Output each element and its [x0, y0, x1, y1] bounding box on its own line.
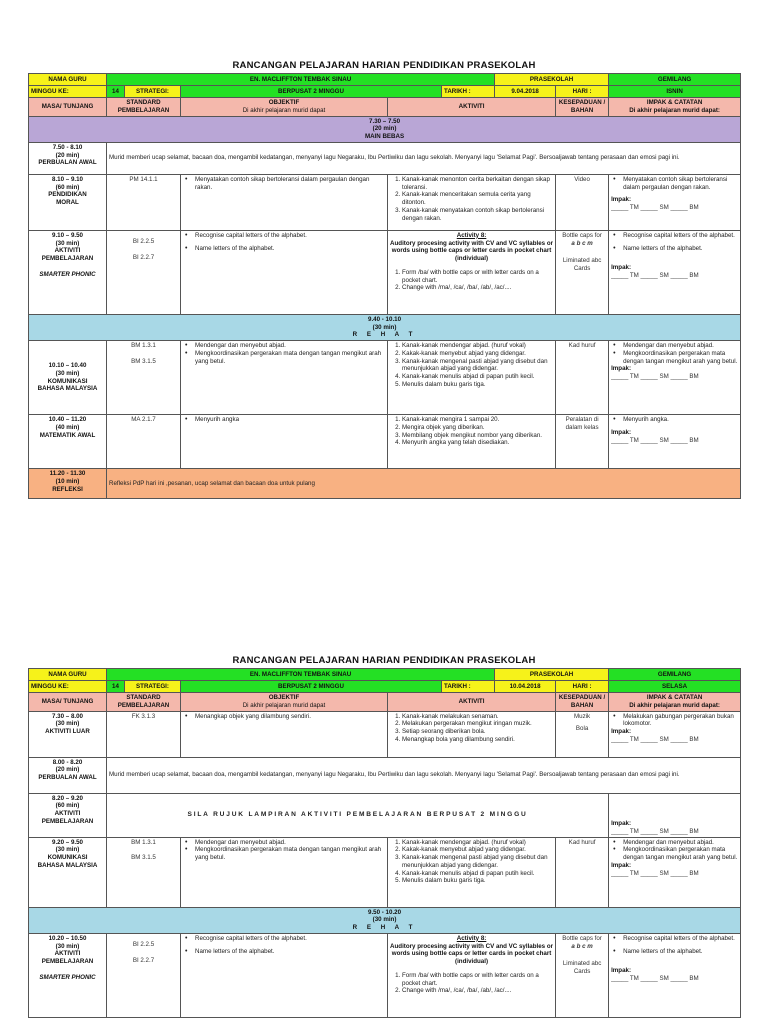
bm-label: 9.20 – 9.50 (30 min) KOMUNIKASI BAHASA MALAYSIA	[29, 837, 107, 907]
strategy-value: BERPUSAT 2 MINGGU	[181, 86, 442, 98]
bm-standard: BM 1.3.1 BM 3.1.5	[107, 837, 181, 907]
bi-impak: • Recognise capital letters of the alphabet. • Name letters of the alphabet. Impak: _____ TM _____ SM _____ BM	[609, 230, 741, 314]
masa-header: MASA/ TUNJANG	[29, 693, 107, 712]
day-value: SELASA	[609, 681, 741, 693]
class-name: GEMILANG	[609, 669, 741, 681]
minggu-label: MINGGU KE:	[29, 86, 107, 98]
lampiran-note: SILA RUJUK LAMPIRAN AKTIVITI PEMBELAJARAN BERPUSAT 2 MINGGU	[107, 793, 609, 837]
aktiviti-header: AKTIVITI	[388, 693, 556, 712]
moral-standard: PM 14.1.1	[107, 174, 181, 230]
moral-impak: • Menyatakan contoh sikap bertoleransi dalam pergaulan dengan rakan. Impak: _____ TM _____ SM _____ BM	[609, 174, 741, 230]
bi-standard: BI 2.2.5 BI 2.2.7	[107, 933, 181, 1017]
tarikh-label: TARIKH :	[442, 86, 495, 98]
minggu-label: MINGGU KE:	[29, 681, 107, 693]
ap-impak: Impak: _____ TM _____ SM _____ BM	[609, 793, 741, 837]
kesepaduan-header: KESEPADUAN / BAHAN	[556, 98, 609, 117]
luar-impak: • Melakukan gabungan pergerakan bukan lokomotor. Impak: _____ TM _____ SM _____ BM	[609, 711, 741, 757]
aktiviti-luar-label: 7.30 – 8.00 (30 min) AKTIVITI LUAR	[29, 711, 107, 757]
matematik-standard: MA 2.1.7	[107, 415, 181, 469]
strategi-label: STRATEGI:	[125, 681, 181, 693]
document-title: RANCANGAN PELAJARAN HARIAN PENDIDIKAN PRASEKOLAH	[232, 60, 536, 71]
refleksi-text: Refleksi PdP hari ini ,pesanan, ucap selamat dan bacaan doa untuk pulang	[107, 469, 741, 499]
standard-header: STANDARD PEMBELAJARAN	[107, 693, 181, 712]
bm-bahan: Kad huruf	[556, 341, 609, 415]
week-number: 14	[107, 86, 125, 98]
strategi-label: STRATEGI:	[125, 86, 181, 98]
prasekolah-label: PRASEKOLAH	[495, 669, 609, 681]
week-number: 14	[107, 681, 125, 693]
bi-objective: • Recognise capital letters of the alphabet. • Name letters of the alphabet.	[181, 230, 388, 314]
bi-standard: BI 2.2.5 BI 2.2.7	[107, 230, 181, 314]
class-name: GEMILANG	[609, 74, 741, 86]
moral-activities: 1. Kanak-kanak menonton cerita berkaitan dengan sikap toleransi. 2. Kanak-kanak menceritakan semula cerita yang ditonton. 3. Kanak-kanak menyatakan contoh sikap bertoleransi dengan rakan.	[388, 174, 556, 230]
aktiviti-header: AKTIVITI	[388, 98, 556, 117]
hari-label: HARI :	[556, 681, 609, 693]
bm-objective: • Mendengar dan menyebut abjad. • Mengkoordinasikan pergerakan mata dengan tangan mengikut arah yang betul.	[181, 341, 388, 415]
luar-bahan: Muzik Bola	[556, 711, 609, 757]
bm-bahan: Kad huruf	[556, 837, 609, 907]
nama-guru-label: NAMA GURU	[29, 74, 107, 86]
bi-objective: • Recognise capital letters of the alphabet. • Name letters of the alphabet.	[181, 933, 388, 1017]
bi-label: 10.20 – 10.50 (30 min) AKTIVITI PEMBELAJARAN SMARTER PHONIC	[29, 933, 107, 1017]
perbualan-label: 8.00 - 8.20 (20 min) PERBUALAN AWAL	[29, 757, 107, 793]
nama-guru-label: NAMA GURU	[29, 669, 107, 681]
main-bebas-row: 7.30 – 7.50 (20 min) MAIN BEBAS	[29, 116, 741, 142]
date-value: 9.04.2018	[495, 86, 556, 98]
moral-objective: • Menyatakan contoh sikap bertoleransi dalam pergaulan dengan rakan.	[181, 174, 388, 230]
impak-header: IMPAK & CATATAN Di akhir pelajaran murid dapat:	[609, 693, 741, 712]
bm-activities: 1. Kanak-kanak mendengar abjad. (huruf vokal) 2. Kakak-kanak menyebut abjad yang didengar. 3. Kanak-kanak mengenal pasti abjad yang disebut dan menunjukkan abjad yang didengar. 4. Kanak-kanak menulis abjad di papan putih kecil. 5. Menulis dalam buku garis tiga.	[388, 837, 556, 907]
luar-objective: • Menangkap objek yang dilambung sendiri.	[181, 711, 388, 757]
bi-impak: • Recognise capital letters of the alphabet. • Name letters of the alphabet. Impak: _____ TM _____ SM _____ BM	[609, 933, 741, 1017]
matematik-activities: 1. Kanak-kanak mengira 1 sampai 20. 2. Mengira objek yang diberikan. 3. Membilang objek mengikut nombor yang diberikan. 4. Menyurih angka yang telah disediakan.	[388, 415, 556, 469]
lesson-plan-page-2	[28, 654, 740, 1018]
luar-activities: 1. Kanak-kanak melakukan senaman. 2. Melakukan pergerakan mengikut iringan muzik. 3. Setiap seorang diberikan bola. 4. Menangkap bola yang dilambung sendiri.	[388, 711, 556, 757]
objektif-header: OBJEKTIF Di akhir pelajaran murid dapat	[181, 693, 388, 712]
rehat-row: 9.40 - 10.10 (30 min) R E H A T	[29, 314, 741, 340]
perbualan-text: Murid memberi ucap selamat, bacaan doa, mengambil kedatangan, menyanyi lagu Negaraku, Ibu Pertiwiku dan lagu sekolah. Menyanyi lagu 'Selamat Pagi'. Bersoaljawab tentang perasaan dan emosi pagi ini.	[107, 757, 741, 793]
tarikh-label: TARIKH :	[442, 681, 495, 693]
bm-objective: • Mendengar dan menyebut abjad. • Mengkoordinasikan pergerakan mata dengan tangan mengikut arah yang betul.	[181, 837, 388, 907]
bm-impak: • Mendengar dan menyebut abjad. • Mengkoordinasikan pergerakan mata dengan tangan mengikut arah yang betul. Impak: _____ TM _____ SM _____ BM	[609, 837, 741, 907]
rehat-row: 9.50 - 10.20 (30 min) R E H A T	[29, 907, 741, 933]
lesson-plan-page-1	[28, 59, 740, 499]
teacher-name: EN. MACLIFFTON TEMBAK SINAU	[107, 74, 495, 86]
luar-standard: FK 3.1.3	[107, 711, 181, 757]
perbualan-text: Murid memberi ucap selamat, bacaan doa, mengambil kedatangan, menyanyi lagu Negaraku, Ibu Pertiwiku dan lagu sekolah. Menyanyi lagu 'Selamat Pagi'. Bersoaljawab tentang perasaan dan emosi pagi ini.	[107, 142, 741, 174]
masa-header: MASA/ TUNJANG	[29, 98, 107, 117]
bm-label: 10.10 – 10.40 (30 min) KOMUNIKASI BAHASA MALAYSIA	[29, 341, 107, 415]
matematik-label: 10.40 – 11.20 (40 min) MATEMATIK AWAL	[29, 415, 107, 469]
refleksi-label: 11.20 - 11.30 (10 min) REFLEKSI	[29, 469, 107, 499]
bm-standard: BM 1.3.1 BM 3.1.5	[107, 341, 181, 415]
strategy-value: BERPUSAT 2 MINGGU	[181, 681, 442, 693]
matematik-bahan: Peralatan di dalam kelas	[556, 415, 609, 469]
day-value: ISNIN	[609, 86, 741, 98]
lesson-plan-table	[28, 73, 741, 499]
bm-impak: • Mendengar dan menyebut abjad. • Mengkoordinasikan pergerakan mata dengan tangan mengikut arah yang betul. Impak: _____ TM _____ SM _____ BM	[609, 341, 741, 415]
matematik-impak: • Menyurih angka. Impak: _____ TM _____ SM _____ BM	[609, 415, 741, 469]
bi-bahan: Bottle caps for a b c m Liminated abc Cards	[556, 933, 609, 1017]
standard-header: STANDARD PEMBELAJARAN	[107, 98, 181, 117]
perbualan-label: 7.50 - 8.10 (20 min) PERBUALAN AWAL	[29, 142, 107, 174]
date-value: 10.04.2018	[495, 681, 556, 693]
aktiviti-pembelajaran-label: 8.20 – 9.20 (60 min) AKTIVITI PEMBELAJARAN	[29, 793, 107, 837]
bm-activities: 1. Kanak-kanak mendengar abjad. (huruf vokal) 2. Kakak-kanak menyebut abjad yang didengar. 3. Kanak-kanak mengenal pasti abjad yang disebut dan menunjukkan abjad yang didengar. 4. Kanak-kanak menulis abjad di papan putih kecil. 5. Menulis dalam buku garis tiga.	[388, 341, 556, 415]
kesepaduan-header: KESEPADUAN / BAHAN	[556, 693, 609, 712]
hari-label: HARI :	[556, 86, 609, 98]
bi-activities: Activity 8: Auditory procesing activity with CV and VC syllables or words using bottle caps or letter cards in pocket chart (individual) 1. Form /ba/ with bottle caps or with letter cards on a pocket chart. 2. Change with /ma/, /ca/, /ba/, /ab/, /ac/....	[388, 933, 556, 1017]
bi-bahan: Bottle caps for a b c m Liminated abc Cards	[556, 230, 609, 314]
prasekolah-label: PRASEKOLAH	[495, 74, 609, 86]
document-title: RANCANGAN PELAJARAN HARIAN PENDIDIKAN PRASEKOLAH	[232, 655, 536, 666]
teacher-name: EN. MACLIFFTON TEMBAK SINAU	[107, 669, 495, 681]
objektif-header: OBJEKTIF Di akhir pelajaran murid dapat	[181, 98, 388, 117]
moral-bahan: Video	[556, 174, 609, 230]
moral-label: 8.10 – 9.10 (60 min) PENDIDIKAN MORAL	[29, 174, 107, 230]
impak-header: IMPAK & CATATAN Di akhir pelajaran murid dapat:	[609, 98, 741, 117]
matematik-objective: • Menyurih angka	[181, 415, 388, 469]
lesson-plan-table	[28, 668, 741, 1018]
bi-label: 9.10 – 9.50 (30 min) AKTIVITI PEMBELAJARAN SMARTER PHONIC	[29, 230, 107, 314]
bi-activities: Activity 8: Auditory procesing activity with CV and VC syllables or words using bottle caps or letter cards in pocket chart (individual) 1. Form /ba/ with bottle caps or with letter cards on a pocket chart. 2. Change with /ma/, /ca/, /ba/, /ab/, /ac/....	[388, 230, 556, 314]
